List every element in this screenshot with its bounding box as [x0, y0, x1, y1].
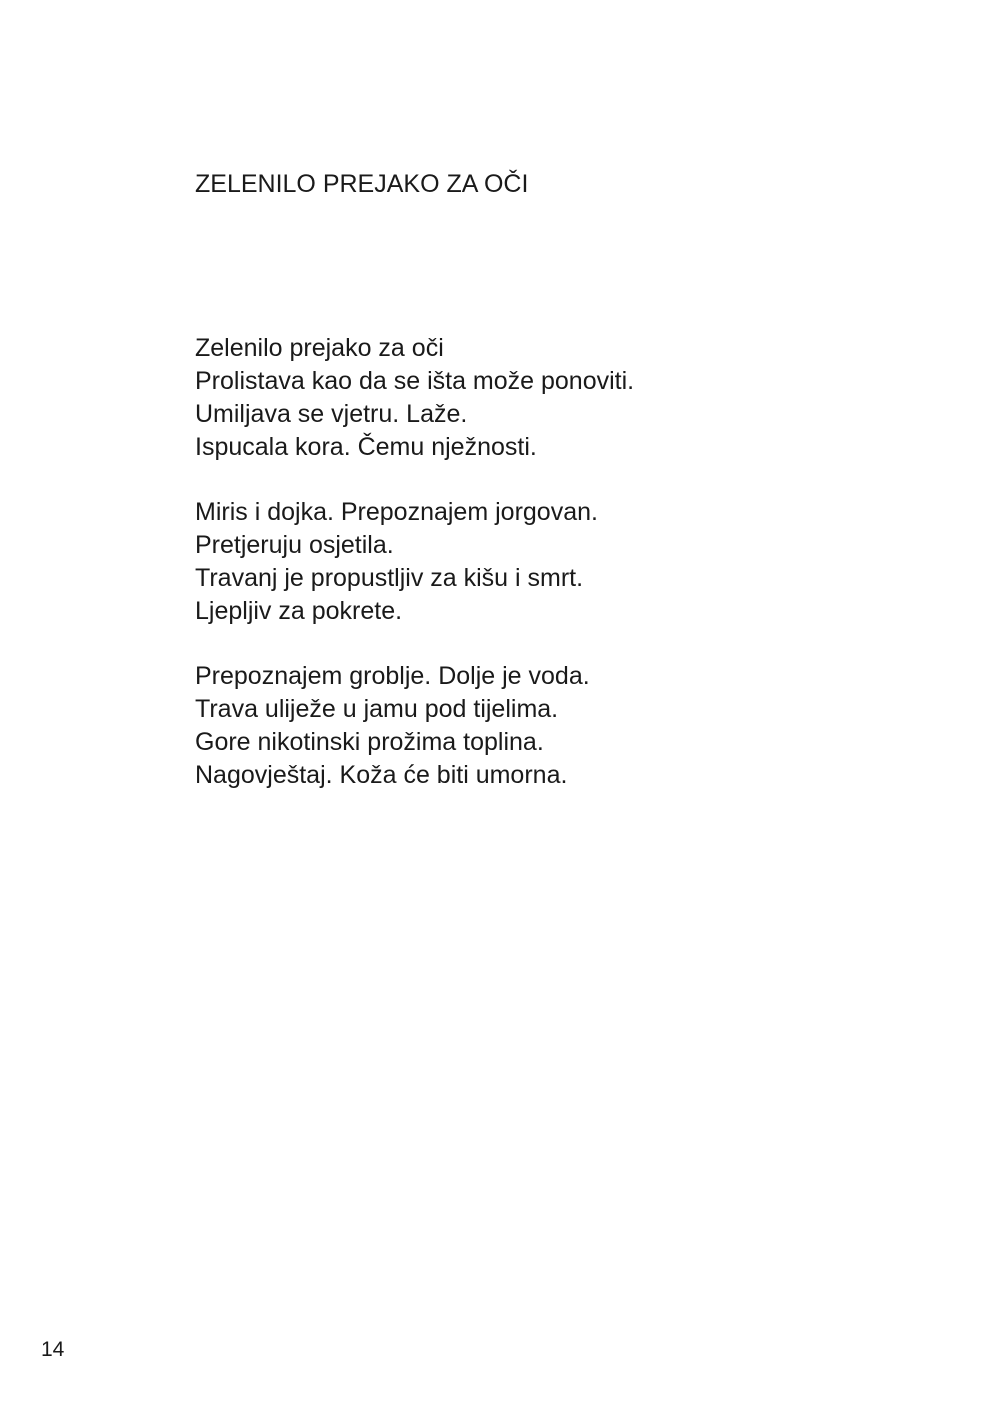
- poem-line: Prepoznajem groblje. Dolje je voda.: [195, 662, 590, 690]
- poem-line: Ljepljiv za pokrete.: [195, 597, 403, 625]
- poem-line: Ispucala kora. Čemu nježnosti.: [195, 433, 537, 461]
- poem-line: Umiljava se vjetru. Laže.: [195, 400, 468, 428]
- poem-line: Miris i dojka. Prepoznajem jorgovan.: [195, 498, 598, 526]
- poem-line: Pretjeruju osjetila.: [195, 531, 394, 559]
- poem-line: Trava uliježe u jamu pod tijelima.: [195, 695, 559, 723]
- page-number: 14: [41, 1338, 65, 1361]
- stanza-3: [195, 660, 634, 792]
- poem-line: Travanj je propustljiv za kišu i smrt.: [195, 564, 584, 592]
- poem-line: Nagovještaj. Koža će biti umorna.: [195, 761, 568, 789]
- poem-line: Zelenilo prejako za oči: [195, 334, 444, 362]
- poem-line: Prolistava kao da se išta može ponoviti.: [195, 367, 635, 395]
- poem-title: ZELENILO PREJAKO ZA OČI: [195, 170, 529, 198]
- poem-line: Gore nikotinski prožima toplina.: [195, 728, 544, 756]
- stanza-2: [195, 496, 634, 628]
- poem-body: [195, 332, 634, 824]
- stanza-1: [195, 332, 634, 464]
